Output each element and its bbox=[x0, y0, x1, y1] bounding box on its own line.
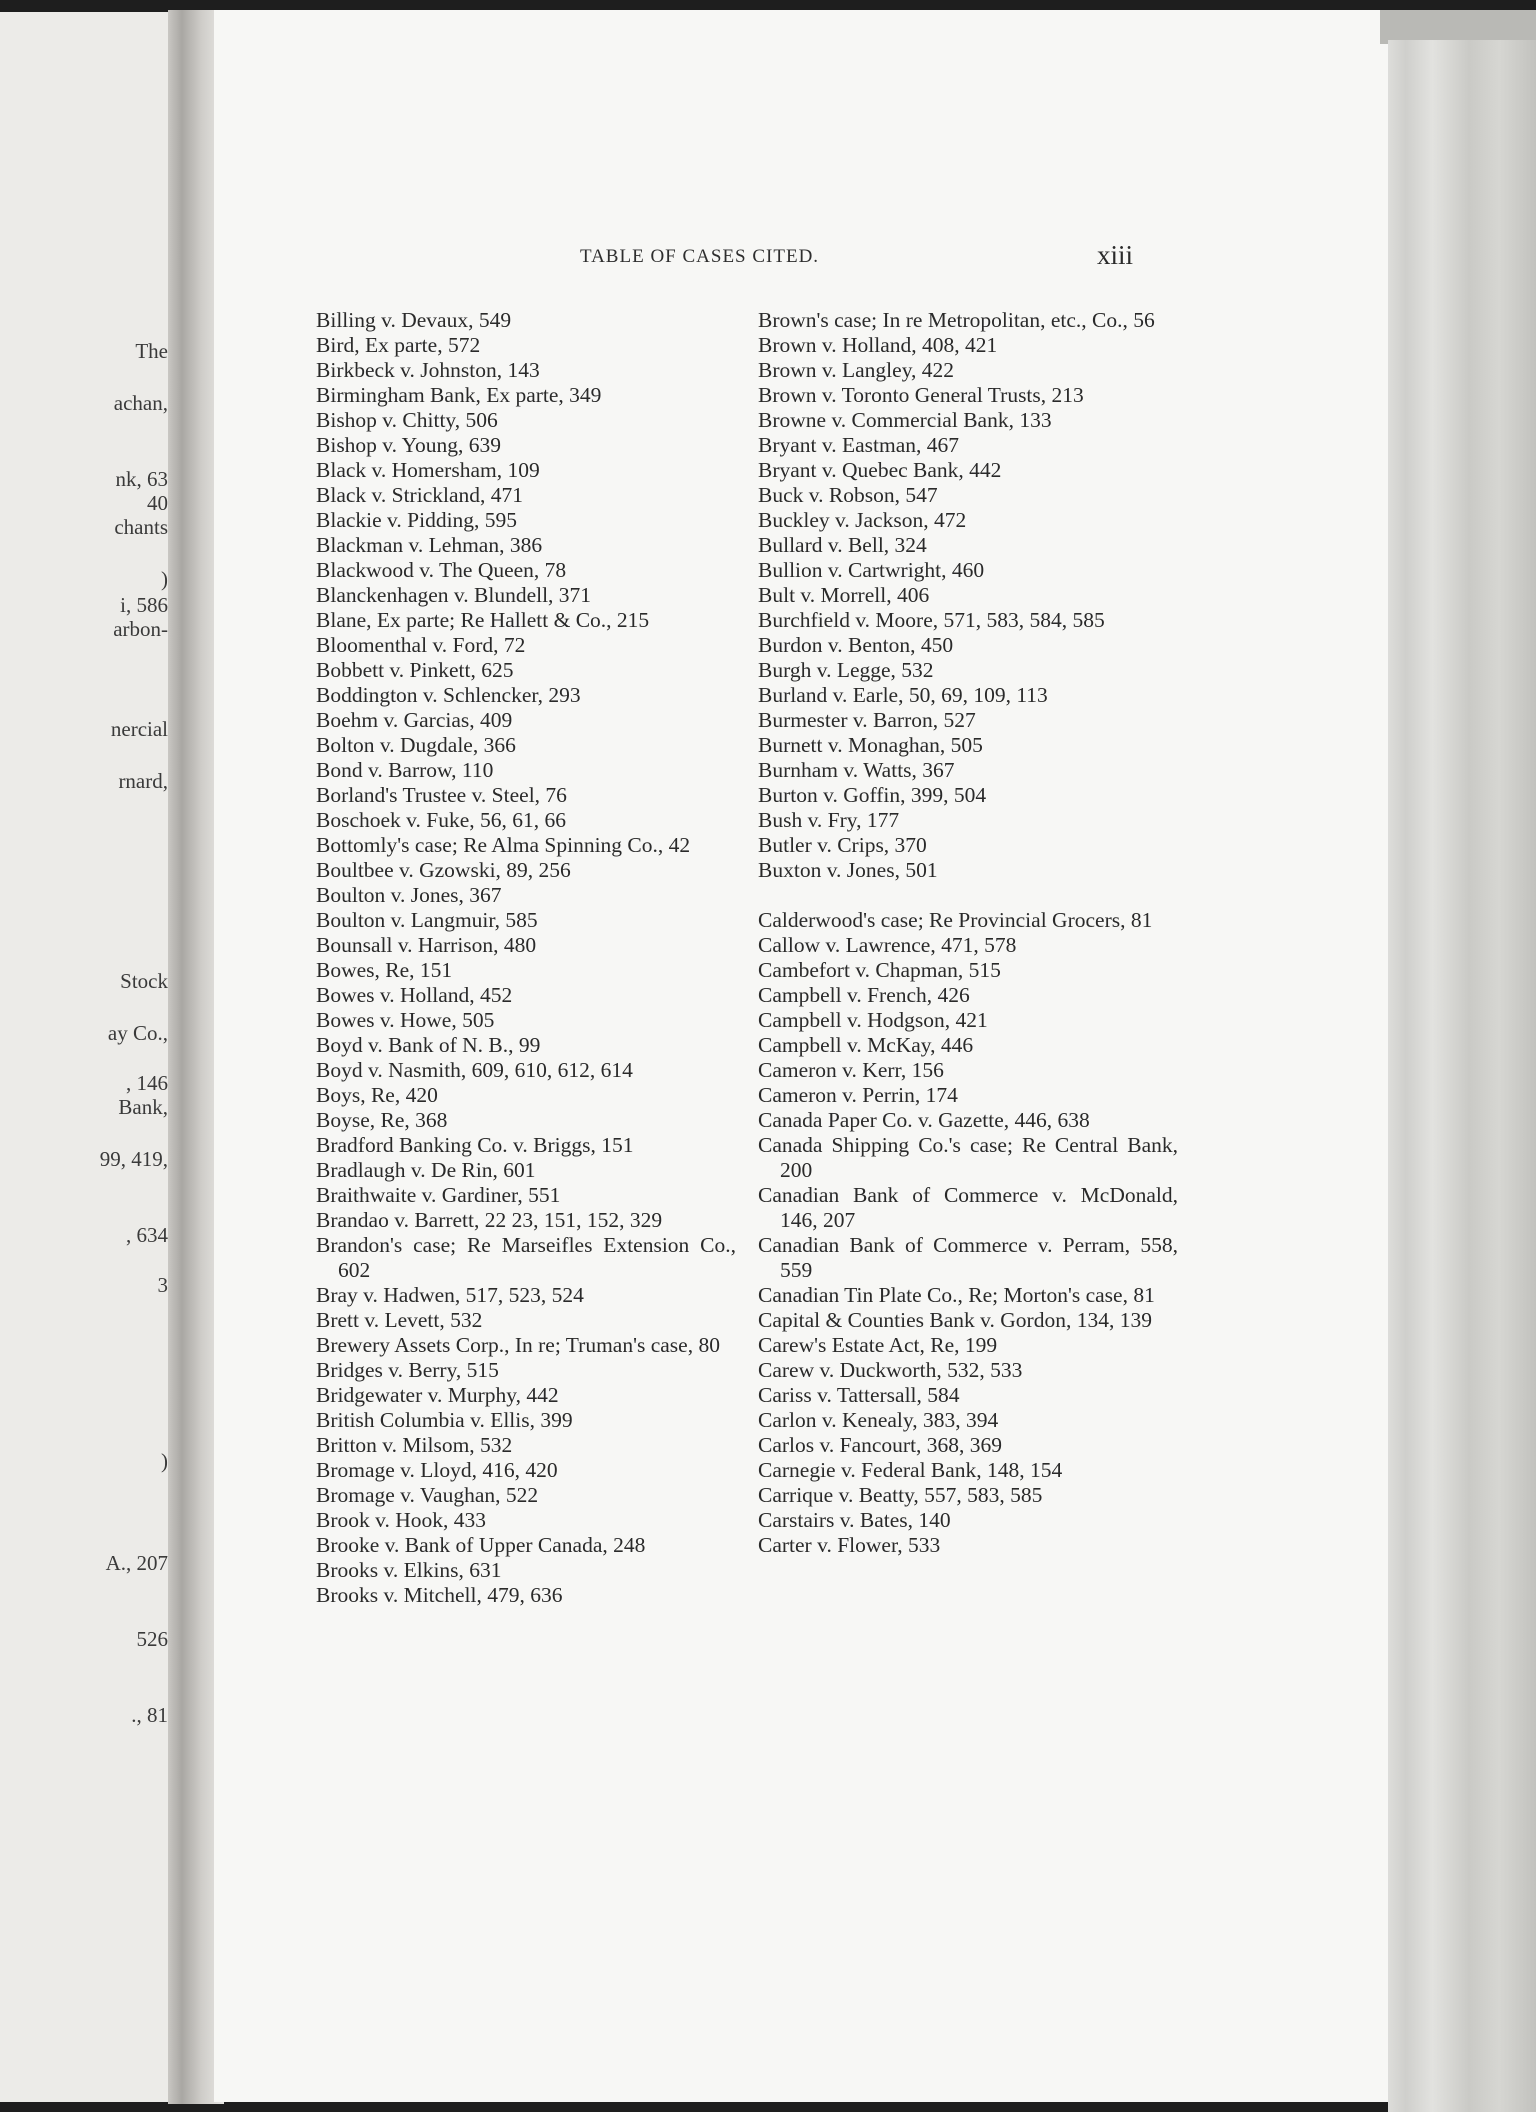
left-page-text-fragment: i, 586 bbox=[120, 593, 168, 617]
case-entry: Blane, Ex parte; Re Hallett & Co., 215 bbox=[316, 608, 650, 632]
case-entry: Boschoek v. Fuke, 56, 61, 66 bbox=[316, 808, 567, 832]
left-page-text-fragment: chants bbox=[114, 515, 168, 539]
case-entry: Black v. Homersham, 109 bbox=[316, 458, 540, 482]
case-entry: Burnett v. Monaghan, 505 bbox=[758, 733, 983, 757]
case-entry: Buckley v. Jackson, 472 bbox=[758, 508, 967, 532]
case-entry: Bottomly's case; Re Alma Spinning Co., 42 bbox=[316, 833, 691, 857]
running-title: TABLE OF CASES CITED. bbox=[580, 246, 820, 267]
case-entry: Brewery Assets Corp., In re; Truman's case, 80 bbox=[316, 1333, 720, 1357]
case-entry: Bird, Ex parte, 572 bbox=[316, 333, 481, 357]
left-page-text-fragment: ) bbox=[161, 567, 168, 591]
case-entry: Boys, Re, 420 bbox=[316, 1083, 438, 1107]
case-entry: Bradlaugh v. De Rin, 601 bbox=[316, 1158, 536, 1182]
left-page-text-fragment: A., 207 bbox=[105, 1551, 168, 1575]
case-entry: Bowes v. Howe, 505 bbox=[316, 1008, 495, 1032]
case-entry: Burton v. Goffin, 399, 504 bbox=[758, 783, 987, 807]
case-entry: Brown v. Langley, 422 bbox=[758, 358, 955, 382]
case-entry: Calderwood's case; Re Provincial Grocers, 81 bbox=[758, 908, 1153, 932]
case-entry: Bridgewater v. Murphy, 442 bbox=[316, 1383, 559, 1407]
case-entry: Cambefort v. Chapman, 515 bbox=[758, 958, 1001, 982]
left-page-text-fragment: achan, bbox=[113, 391, 168, 415]
section-gap bbox=[758, 883, 1178, 908]
case-entry: Capital & Counties Bank v. Gordon, 134, 139 bbox=[758, 1308, 1152, 1332]
case-entry: Burmester v. Barron, 527 bbox=[758, 708, 976, 732]
case-entry: Cariss v. Tattersall, 584 bbox=[758, 1383, 960, 1407]
page-stack-edge bbox=[1388, 40, 1536, 2112]
case-entry: Bryant v. Eastman, 467 bbox=[758, 433, 960, 457]
case-entry: Brooks v. Elkins, 631 bbox=[316, 1558, 502, 1582]
case-entry: Canada Shipping Co.'s case; Re Central Bank, 200 bbox=[758, 1133, 1178, 1182]
left-page-text-fragment: ) bbox=[161, 1449, 168, 1473]
case-entry: Braithwaite v. Gardiner, 551 bbox=[316, 1183, 561, 1207]
case-entry: Carrique v. Beatty, 557, 583, 585 bbox=[758, 1483, 1043, 1507]
case-entry: Campbell v. French, 426 bbox=[758, 983, 970, 1007]
case-entry: Carew's Estate Act, Re, 199 bbox=[758, 1333, 998, 1357]
case-entry: Canadian Bank of Commerce v. Perram, 558, 559 bbox=[758, 1233, 1178, 1282]
case-entry: Bromage v. Vaughan, 522 bbox=[316, 1483, 539, 1507]
case-entry: Carnegie v. Federal Bank, 148, 154 bbox=[758, 1458, 1063, 1482]
case-entry: Carlon v. Kenealy, 383, 394 bbox=[758, 1408, 999, 1432]
case-entry: Campbell v. McKay, 446 bbox=[758, 1033, 974, 1057]
case-entry: Blackwood v. The Queen, 78 bbox=[316, 558, 567, 582]
case-entry: Burchfield v. Moore, 571, 583, 584, 585 bbox=[758, 608, 1105, 632]
case-entry: British Columbia v. Ellis, 399 bbox=[316, 1408, 573, 1432]
case-entry: Bullard v. Bell, 324 bbox=[758, 533, 927, 557]
case-entry: Bradford Banking Co. v. Briggs, 151 bbox=[316, 1133, 634, 1157]
case-entry: Boyd v. Bank of N. B., 99 bbox=[316, 1033, 541, 1057]
left-page-text-fragment: nk, 63 bbox=[115, 467, 168, 491]
case-entry: Buck v. Robson, 547 bbox=[758, 483, 938, 507]
case-entry: Bullion v. Cartwright, 460 bbox=[758, 558, 985, 582]
left-page-text-fragment: , 146 bbox=[126, 1071, 168, 1095]
case-entry: Bounsall v. Harrison, 480 bbox=[316, 933, 537, 957]
case-entry: Bridges v. Berry, 515 bbox=[316, 1358, 499, 1382]
case-entry: Britton v. Milsom, 532 bbox=[316, 1433, 513, 1457]
case-entry: Brown's case; In re Metropolitan, etc., Co., 56 bbox=[758, 308, 1155, 332]
case-entry: Campbell v. Hodgson, 421 bbox=[758, 1008, 988, 1032]
case-entry: Boulton v. Langmuir, 585 bbox=[316, 908, 538, 932]
case-entry: Bowes, Re, 151 bbox=[316, 958, 453, 982]
case-entry: Burgh v. Legge, 532 bbox=[758, 658, 934, 682]
case-entry: Brett v. Levett, 532 bbox=[316, 1308, 483, 1332]
left-page-text-fragment: ay Co., bbox=[107, 1021, 168, 1045]
case-entry: Boyd v. Nasmith, 609, 610, 612, 614 bbox=[316, 1058, 633, 1082]
case-entry: Birmingham Bank, Ex parte, 349 bbox=[316, 383, 602, 407]
case-entry: Birkbeck v. Johnston, 143 bbox=[316, 358, 540, 382]
left-page-text-fragment: rnard, bbox=[118, 769, 168, 793]
page-number: xiii bbox=[1097, 240, 1134, 270]
left-page-text-fragment: 526 bbox=[136, 1627, 168, 1651]
left-page-fragment bbox=[0, 12, 176, 2102]
case-entry: Bowes v. Holland, 452 bbox=[316, 983, 513, 1007]
case-entry: Canada Paper Co. v. Gazette, 446, 638 bbox=[758, 1108, 1090, 1132]
page-edge-top bbox=[1380, 10, 1536, 44]
case-entry: Boehm v. Garcias, 409 bbox=[316, 708, 513, 732]
case-entry: Canadian Tin Plate Co., Re; Morton's case, 81 bbox=[758, 1283, 1155, 1307]
case-entry: Brooke v. Bank of Upper Canada, 248 bbox=[316, 1533, 646, 1557]
index-column-right bbox=[758, 308, 1178, 1558]
case-entry: Brown v. Toronto General Trusts, 213 bbox=[758, 383, 1084, 407]
case-entry: Billing v. Devaux, 549 bbox=[316, 308, 512, 332]
case-entry: Bray v. Hadwen, 517, 523, 524 bbox=[316, 1283, 584, 1307]
case-entry: Carter v. Flower, 533 bbox=[758, 1533, 941, 1557]
case-entry: Bush v. Fry, 177 bbox=[758, 808, 900, 832]
case-entry: Brook v. Hook, 433 bbox=[316, 1508, 487, 1532]
case-entry: Bobbett v. Pinkett, 625 bbox=[316, 658, 514, 682]
case-entry: Bromage v. Lloyd, 416, 420 bbox=[316, 1458, 558, 1482]
case-entry: Callow v. Lawrence, 471, 578 bbox=[758, 933, 1017, 957]
case-entry: Carlos v. Fancourt, 368, 369 bbox=[758, 1433, 1003, 1457]
case-entry: Carew v. Duckworth, 532, 533 bbox=[758, 1358, 1023, 1382]
case-entry: Browne v. Commercial Bank, 133 bbox=[758, 408, 1052, 432]
case-entry: Borland's Trustee v. Steel, 76 bbox=[316, 783, 567, 807]
case-entry: Bond v. Barrow, 110 bbox=[316, 758, 494, 782]
left-page-text-fragment: The bbox=[135, 339, 168, 363]
case-entry: Bolton v. Dugdale, 366 bbox=[316, 733, 516, 757]
case-entry: Bishop v. Young, 639 bbox=[316, 433, 501, 457]
case-entry: Burland v. Earle, 50, 69, 109, 113 bbox=[758, 683, 1048, 707]
left-page-text-fragment: Bank, bbox=[118, 1095, 168, 1119]
case-entry: Brandao v. Barrett, 22 23, 151, 152, 329 bbox=[316, 1208, 663, 1232]
case-entry: Cameron v. Perrin, 174 bbox=[758, 1083, 958, 1107]
case-entry: Canadian Bank of Commerce v. McDonald, 146, 207 bbox=[758, 1183, 1178, 1232]
page-header bbox=[0, 240, 1536, 276]
case-entry: Bult v. Morrell, 406 bbox=[758, 583, 930, 607]
case-entry: Boultbee v. Gzowski, 89, 256 bbox=[316, 858, 571, 882]
case-entry: Bryant v. Quebec Bank, 442 bbox=[758, 458, 1002, 482]
case-entry: Cameron v. Kerr, 156 bbox=[758, 1058, 944, 1082]
case-entry: Black v. Strickland, 471 bbox=[316, 483, 524, 507]
left-page-text-fragment: ., 81 bbox=[131, 1703, 168, 1727]
left-page-text-fragment: arbon- bbox=[113, 617, 168, 641]
case-entry: Butler v. Crips, 370 bbox=[758, 833, 927, 857]
case-entry: Boyse, Re, 368 bbox=[316, 1108, 448, 1132]
case-entry: Bloomenthal v. Ford, 72 bbox=[316, 633, 526, 657]
case-entry: Blanckenhagen v. Blundell, 371 bbox=[316, 583, 592, 607]
left-page-text-fragment: 99, 419, bbox=[99, 1147, 168, 1171]
case-entry: Bishop v. Chitty, 506 bbox=[316, 408, 498, 432]
case-entry: Brandon's case; Re Marseifles Extension Co., 602 bbox=[316, 1233, 736, 1282]
case-entry: Boulton v. Jones, 367 bbox=[316, 883, 502, 907]
case-entry: Blackman v. Lehman, 386 bbox=[316, 533, 543, 557]
left-page-text-fragment: Stock bbox=[120, 969, 168, 993]
case-entry: Burnham v. Watts, 367 bbox=[758, 758, 955, 782]
left-page-text-fragment: 40 bbox=[147, 491, 168, 515]
left-page-text-fragment: 3 bbox=[157, 1273, 168, 1297]
case-entry: Brooks v. Mitchell, 479, 636 bbox=[316, 1583, 563, 1607]
case-entry: Buxton v. Jones, 501 bbox=[758, 858, 938, 882]
left-page-text-fragment: , 634 bbox=[126, 1223, 168, 1247]
case-entry: Burdon v. Benton, 450 bbox=[758, 633, 954, 657]
left-page-text-fragment: nercial bbox=[110, 717, 168, 741]
case-entry: Brown v. Holland, 408, 421 bbox=[758, 333, 998, 357]
index-column-left bbox=[316, 308, 736, 1608]
case-entry: Boddington v. Schlencker, 293 bbox=[316, 683, 581, 707]
case-entry: Carstairs v. Bates, 140 bbox=[758, 1508, 951, 1532]
case-entry: Blackie v. Pidding, 595 bbox=[316, 508, 518, 532]
